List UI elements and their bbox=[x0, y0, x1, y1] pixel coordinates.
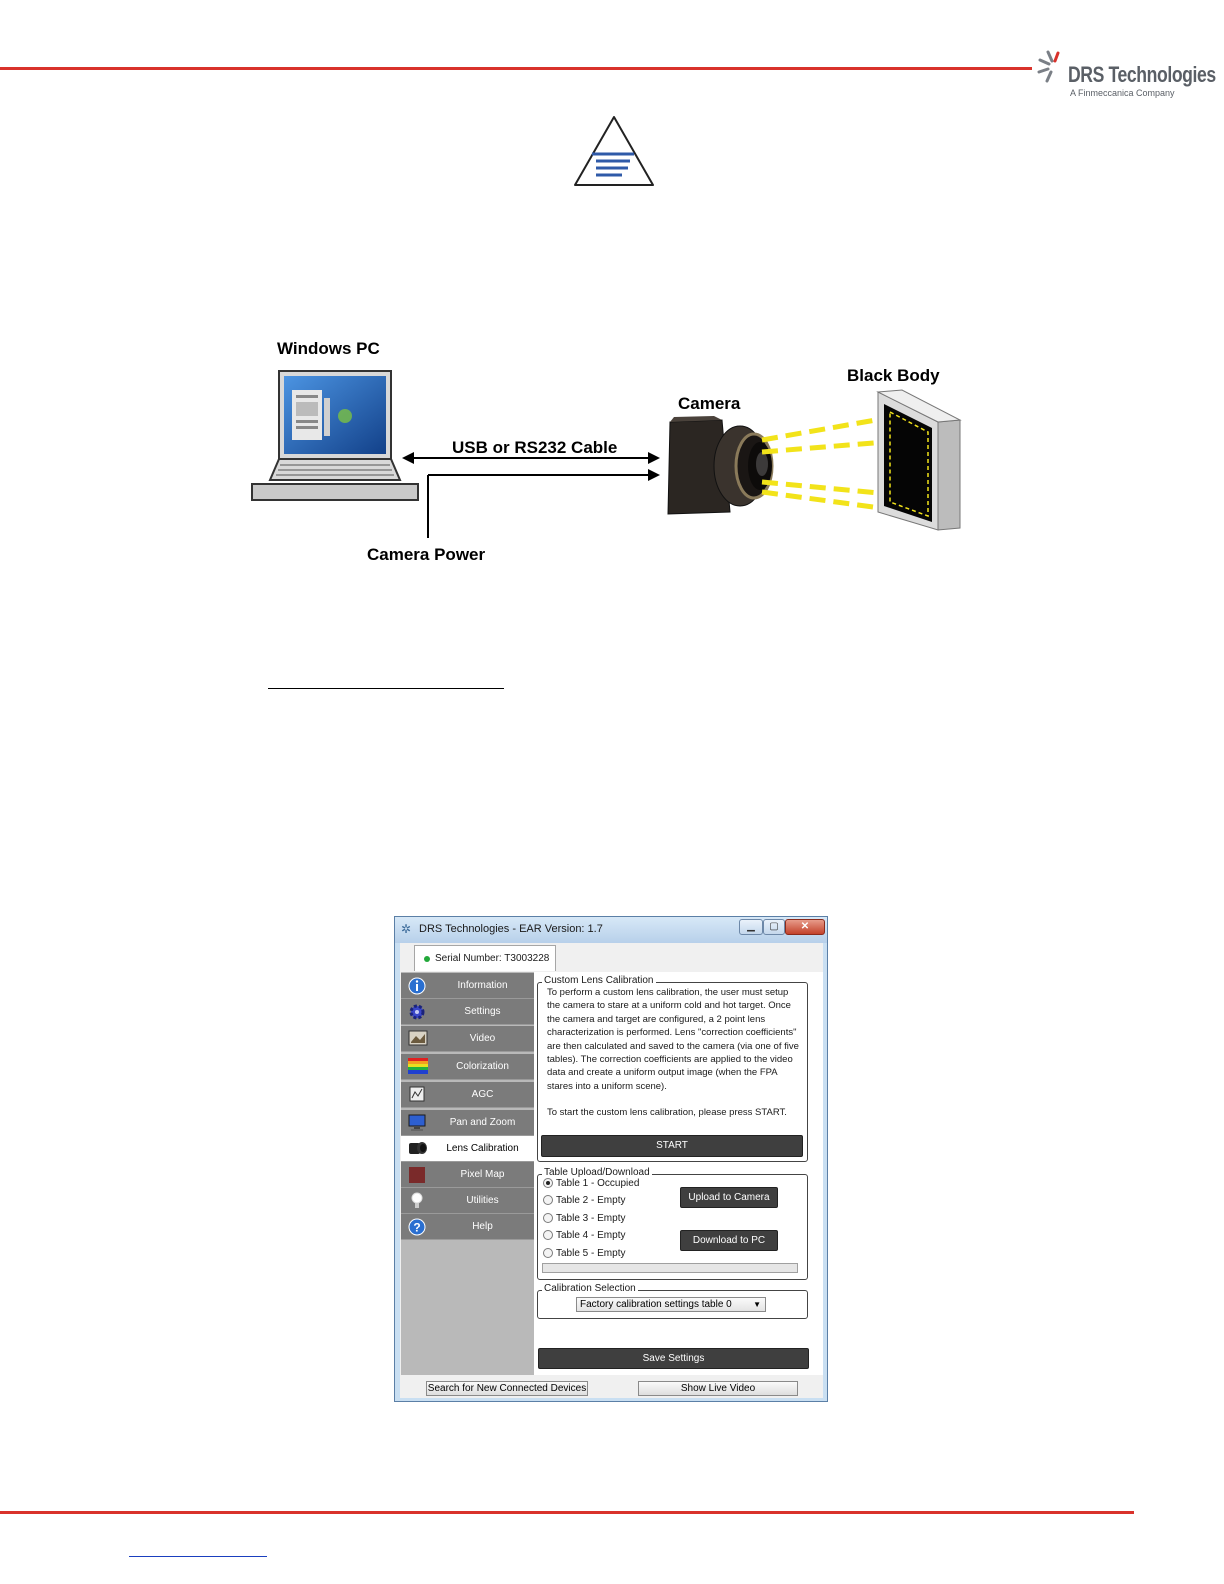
note-warning-icon bbox=[572, 114, 656, 188]
nav-label: Information bbox=[457, 980, 508, 991]
camera-icon bbox=[408, 1140, 426, 1158]
svg-text:?: ? bbox=[413, 1220, 421, 1235]
table-4-radio[interactable] bbox=[543, 1230, 625, 1244]
section-underline bbox=[268, 688, 504, 689]
upload-to-camera-button[interactable]: Upload to Camera bbox=[680, 1187, 778, 1208]
lens-calibration-panel bbox=[534, 972, 823, 1375]
nav-label: Settings bbox=[464, 1006, 501, 1017]
custom-lens-calibration-group bbox=[537, 975, 808, 1162]
header-rule-left bbox=[0, 67, 1032, 70]
lightbulb-icon bbox=[408, 1192, 426, 1210]
maximize-button[interactable]: ▢ bbox=[763, 919, 785, 935]
radio-label: Table 4 - Empty bbox=[556, 1230, 626, 1241]
nav-label: Help bbox=[472, 1221, 493, 1232]
help-icon bbox=[408, 1218, 426, 1236]
video-icon bbox=[408, 1030, 426, 1048]
description-text: To perform a custom lens calibration, the user must setup the camera to stare at a uniform cold and hot target. Once the camera and target are configured, a 2 point lens characterization is performed. Lens "correction coefficients" are then calculated and saved to the camera (via one of five tables). The correction coefficients are applied to the video data and create a uniform output image (when the FPA stares into a uniform scene). bbox=[547, 987, 799, 1092]
connection-arrows bbox=[400, 448, 662, 540]
info-icon bbox=[408, 977, 426, 995]
radio-label: Table 2 - Empty bbox=[556, 1195, 626, 1206]
nav-label: Pan and Zoom bbox=[449, 1117, 516, 1128]
gear-icon bbox=[408, 1003, 426, 1021]
radio-label: Table 1 - Occupied bbox=[556, 1178, 640, 1189]
nav-item-utilities[interactable] bbox=[401, 1188, 534, 1214]
table-upload-download-group bbox=[537, 1167, 808, 1280]
table-3-radio[interactable] bbox=[543, 1213, 625, 1227]
nav-label: Video bbox=[469, 1033, 496, 1044]
nav-label: Lens Calibration bbox=[446, 1143, 519, 1154]
radio-label: Table 5 - Empty bbox=[556, 1248, 626, 1259]
logo-text: DRS Technologies bbox=[1068, 62, 1216, 87]
camera-power-label: Camera Power bbox=[367, 545, 486, 564]
nav-label: AGC bbox=[471, 1089, 494, 1100]
table-1-radio[interactable] bbox=[543, 1178, 639, 1192]
save-settings-button[interactable]: Save Settings bbox=[538, 1348, 809, 1369]
show-live-video-button[interactable]: Show Live Video bbox=[638, 1381, 798, 1396]
group-title: Table Upload/Download bbox=[544, 1167, 650, 1178]
black-body-label: Black Body bbox=[847, 366, 940, 385]
start-button[interactable]: START bbox=[541, 1135, 803, 1157]
minimize-button[interactable]: ▁ bbox=[739, 919, 763, 935]
window-client-area bbox=[400, 943, 823, 1398]
group-title: Custom Lens Calibration bbox=[544, 975, 654, 986]
serial-number-tab[interactable] bbox=[414, 945, 556, 971]
radio-icon bbox=[543, 1230, 553, 1240]
nav-item-agc[interactable] bbox=[401, 1082, 534, 1108]
camera-label: Camera bbox=[678, 394, 741, 413]
search-devices-button[interactable]: Search for New Connected Devices bbox=[427, 1383, 587, 1394]
laptop-illustration bbox=[250, 368, 420, 504]
table-5-radio[interactable] bbox=[543, 1248, 625, 1262]
radio-icon bbox=[543, 1195, 553, 1205]
app-icon: ✲ bbox=[401, 922, 412, 936]
calibration-select[interactable] bbox=[576, 1297, 766, 1312]
radio-icon bbox=[543, 1248, 553, 1258]
nav-label: Utilities bbox=[466, 1195, 499, 1206]
table-2-radio[interactable] bbox=[543, 1195, 625, 1209]
footer-link-underline[interactable] bbox=[129, 1556, 267, 1557]
serial-number: Serial Number: T3003228 bbox=[435, 953, 550, 964]
radio-selected-icon bbox=[543, 1178, 553, 1188]
connection-status-icon bbox=[424, 956, 430, 962]
nav-item-video[interactable] bbox=[401, 1026, 534, 1052]
monitor-icon bbox=[408, 1114, 426, 1132]
group-title: Calibration Selection bbox=[544, 1283, 636, 1294]
bottom-bar bbox=[400, 1379, 823, 1398]
black-body-illustration bbox=[868, 388, 964, 534]
nav-item-pixel-map[interactable] bbox=[401, 1162, 534, 1188]
close-button[interactable]: ✕ bbox=[785, 919, 825, 935]
window-title: DRS Technologies - EAR Version: 1.7 bbox=[419, 923, 603, 935]
nav-panel bbox=[401, 972, 534, 1375]
palette-icon bbox=[408, 1058, 426, 1076]
nav-item-colorization[interactable] bbox=[401, 1054, 534, 1080]
nav-item-pan-and-zoom[interactable] bbox=[401, 1110, 534, 1136]
download-to-pc-button[interactable]: Download to PC bbox=[680, 1230, 778, 1251]
logo-subtext: A Finmeccanica Company bbox=[1070, 88, 1175, 98]
select-value: Factory calibration settings table 0 bbox=[580, 1299, 732, 1310]
calibration-selection-group bbox=[537, 1283, 808, 1319]
footer-rule bbox=[0, 1511, 1134, 1514]
agc-icon bbox=[408, 1086, 426, 1104]
radio-icon bbox=[543, 1213, 553, 1223]
transfer-progress-bar bbox=[542, 1263, 798, 1273]
radio-label: Table 3 - Empty bbox=[556, 1213, 626, 1224]
nav-item-information[interactable] bbox=[401, 973, 534, 999]
nav-item-help[interactable] bbox=[401, 1214, 534, 1240]
drs-logo-icon bbox=[1036, 48, 1070, 84]
ear-application-window bbox=[394, 916, 828, 1402]
nav-item-settings[interactable] bbox=[401, 999, 534, 1025]
calibration-description bbox=[547, 986, 801, 1120]
instruction-text: To start the custom lens calibration, please press START. bbox=[547, 1107, 787, 1119]
window-titlebar[interactable] bbox=[395, 917, 827, 943]
nav-label: Pixel Map bbox=[460, 1169, 505, 1180]
nav-label: Colorization bbox=[456, 1061, 509, 1072]
chevron-down-icon: ▼ bbox=[753, 1300, 761, 1309]
pixel-map-icon bbox=[408, 1166, 426, 1184]
windows-pc-label: Windows PC bbox=[277, 339, 380, 358]
cable-label: USB or RS232 Cable bbox=[452, 438, 618, 457]
nav-item-lens-calibration[interactable] bbox=[401, 1136, 534, 1162]
